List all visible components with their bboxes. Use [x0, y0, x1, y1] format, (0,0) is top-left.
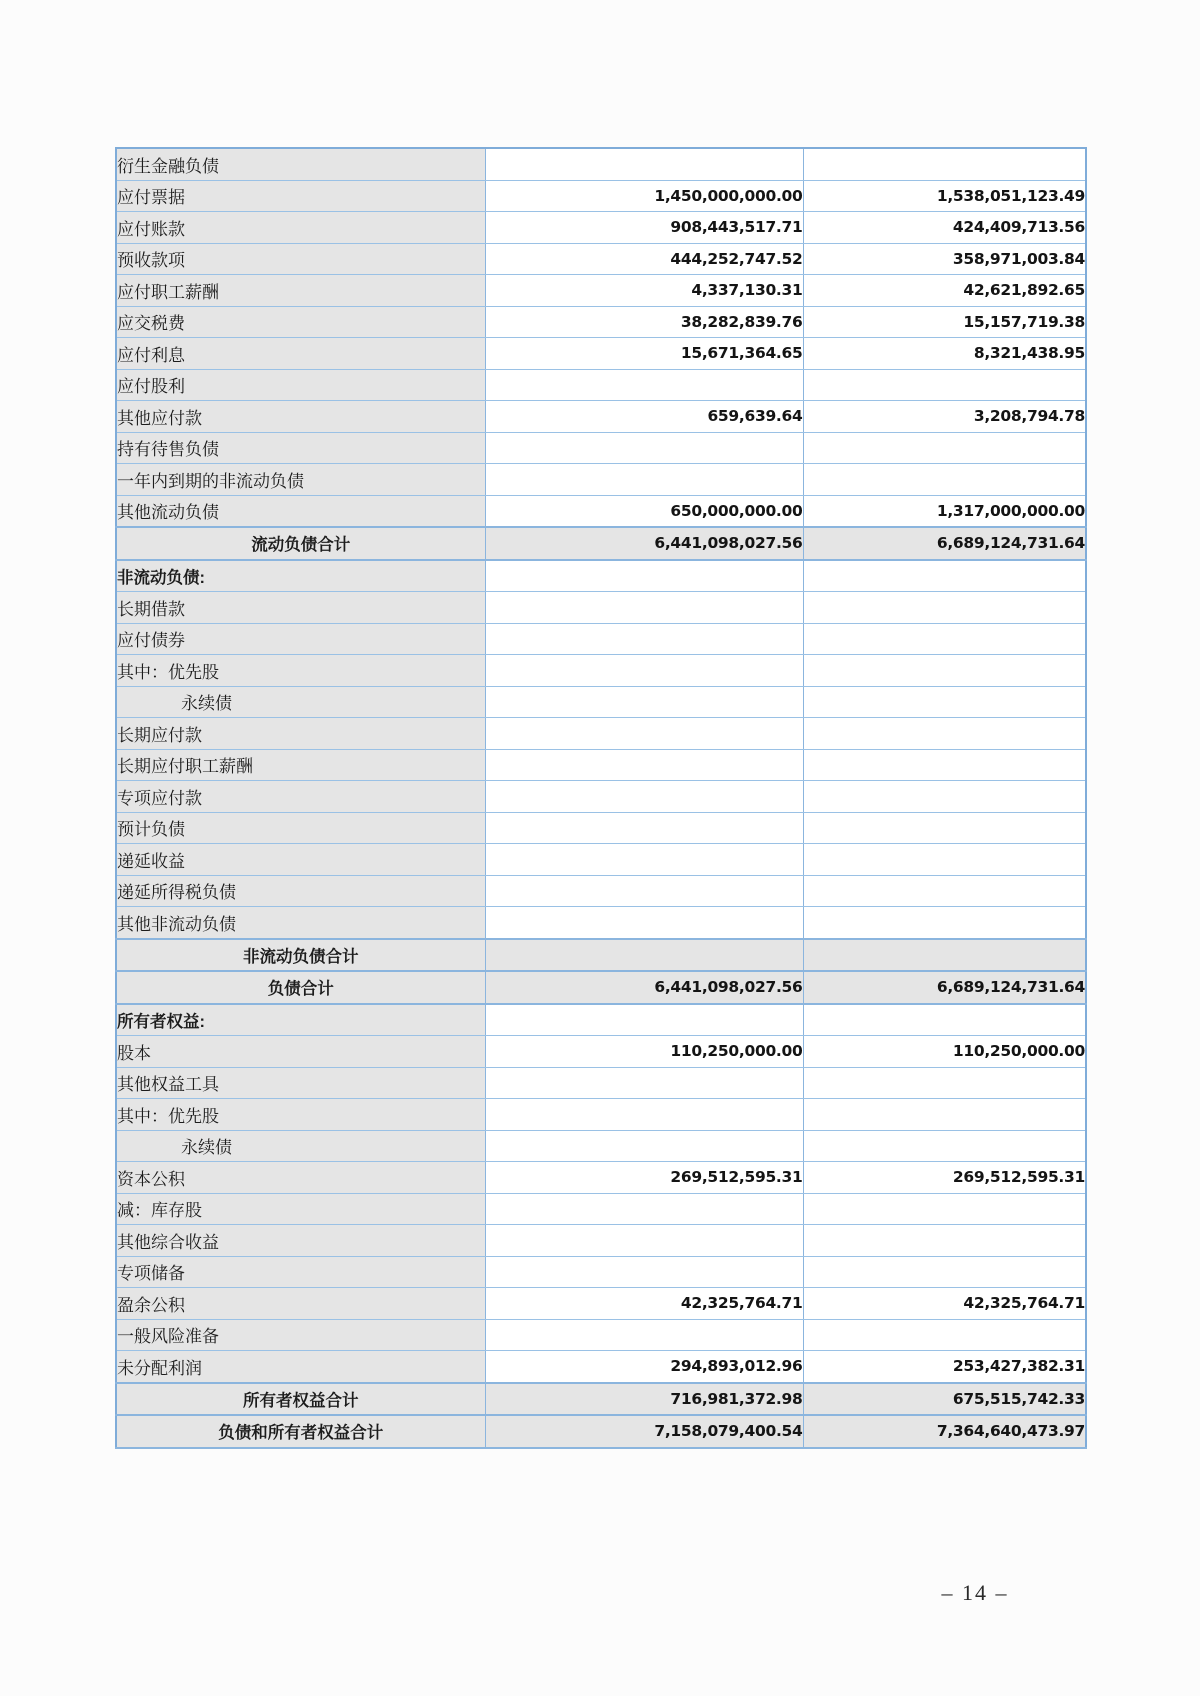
table-row	[116, 401, 1086, 433]
amount-value-2	[803, 686, 1086, 718]
row-label: 一般风险准备	[116, 1319, 485, 1351]
row-label: 所有者权益合计	[116, 1383, 485, 1416]
amount-value-2	[803, 844, 1086, 876]
table-row	[116, 939, 1086, 972]
row-label: 应付利息	[116, 338, 485, 370]
row-label: 其中：优先股	[116, 1099, 485, 1131]
amount-value-2	[803, 749, 1086, 781]
amount-value-2: 42,325,764.71	[803, 1288, 1086, 1320]
amount-value-2: 1,538,051,123.49	[803, 180, 1086, 212]
amount-value-1: 15,671,364.65	[485, 338, 803, 370]
amount-value-1	[485, 369, 803, 401]
row-label: 持有待售负债	[116, 432, 485, 464]
amount-value-1	[485, 1099, 803, 1131]
row-label: 应付账款	[116, 212, 485, 244]
table-row	[116, 180, 1086, 212]
table-row	[116, 527, 1086, 560]
amount-value-2	[803, 623, 1086, 655]
amount-value-2: 424,409,713.56	[803, 212, 1086, 244]
amount-value-1	[485, 907, 803, 939]
table-row	[116, 1004, 1086, 1036]
amount-value-2: 7,364,640,473.97	[803, 1415, 1086, 1448]
amount-value-1	[485, 718, 803, 750]
table-row	[116, 1319, 1086, 1351]
balance-sheet-table	[115, 147, 1087, 1449]
row-label: 应付债券	[116, 623, 485, 655]
table-row	[116, 1225, 1086, 1257]
amount-value-2: 269,512,595.31	[803, 1162, 1086, 1194]
row-label: 其他流动负债	[116, 495, 485, 527]
row-label: 衍生金融负债	[116, 148, 485, 180]
row-label: 长期借款	[116, 592, 485, 624]
amount-value-1	[485, 686, 803, 718]
amount-value-1	[485, 1193, 803, 1225]
table-row	[116, 338, 1086, 370]
amount-value-2	[803, 875, 1086, 907]
row-label: 永续债	[116, 686, 485, 718]
row-label: 永续债	[116, 1130, 485, 1162]
amount-value-1	[485, 1225, 803, 1257]
amount-value-1: 650,000,000.00	[485, 495, 803, 527]
amount-value-2	[803, 655, 1086, 687]
amount-value-2	[803, 812, 1086, 844]
table-row	[116, 749, 1086, 781]
amount-value-1: 4,337,130.31	[485, 275, 803, 307]
table-row	[116, 844, 1086, 876]
amount-value-1: 7,158,079,400.54	[485, 1415, 803, 1448]
amount-value-2	[803, 1225, 1086, 1257]
amount-value-1: 659,639.64	[485, 401, 803, 433]
amount-value-2	[803, 369, 1086, 401]
amount-value-2: 358,971,003.84	[803, 243, 1086, 275]
amount-value-1: 42,325,764.71	[485, 1288, 803, 1320]
amount-value-1	[485, 432, 803, 464]
table-row	[116, 718, 1086, 750]
amount-value-2: 6,689,124,731.64	[803, 971, 1086, 1004]
table-row	[116, 1162, 1086, 1194]
table-row	[116, 1193, 1086, 1225]
row-label: 非流动负债合计	[116, 939, 485, 972]
amount-value-1	[485, 749, 803, 781]
row-label: 递延收益	[116, 844, 485, 876]
amount-value-1: 294,893,012.96	[485, 1351, 803, 1383]
amount-value-1: 908,443,517.71	[485, 212, 803, 244]
row-label: 递延所得税负债	[116, 875, 485, 907]
row-label: 一年内到期的非流动负债	[116, 464, 485, 496]
amount-value-2: 675,515,742.33	[803, 1383, 1086, 1416]
table-row	[116, 1351, 1086, 1383]
table-row	[116, 1067, 1086, 1099]
amount-value-1: 269,512,595.31	[485, 1162, 803, 1194]
table-row	[116, 243, 1086, 275]
table-row	[116, 1130, 1086, 1162]
amount-value-2	[803, 432, 1086, 464]
table-row	[116, 1036, 1086, 1068]
amount-value-1	[485, 1319, 803, 1351]
row-label: 其中：优先股	[116, 655, 485, 687]
table-row	[116, 1099, 1086, 1131]
amount-value-1: 716,981,372.98	[485, 1383, 803, 1416]
table-row	[116, 1288, 1086, 1320]
row-label: 预收款项	[116, 243, 485, 275]
amount-value-1	[485, 655, 803, 687]
row-label: 资本公积	[116, 1162, 485, 1194]
amount-value-2	[803, 1319, 1086, 1351]
amount-value-1	[485, 148, 803, 180]
amount-value-2	[803, 148, 1086, 180]
table-row	[116, 907, 1086, 939]
amount-value-1: 6,441,098,027.56	[485, 527, 803, 560]
amount-value-2: 42,621,892.65	[803, 275, 1086, 307]
row-label: 盈余公积	[116, 1288, 485, 1320]
amount-value-2	[803, 560, 1086, 592]
amount-value-1	[485, 844, 803, 876]
table-row	[116, 560, 1086, 592]
amount-value-2	[803, 1099, 1086, 1131]
amount-value-2: 8,321,438.95	[803, 338, 1086, 370]
row-label: 应付票据	[116, 180, 485, 212]
amount-value-1	[485, 781, 803, 813]
amount-value-1: 6,441,098,027.56	[485, 971, 803, 1004]
table-row	[116, 781, 1086, 813]
row-label: 专项储备	[116, 1256, 485, 1288]
table-row	[116, 212, 1086, 244]
row-label: 专项应付款	[116, 781, 485, 813]
amount-value-2: 3,208,794.78	[803, 401, 1086, 433]
amount-value-2	[803, 1256, 1086, 1288]
amount-value-2	[803, 1130, 1086, 1162]
amount-value-2: 253,427,382.31	[803, 1351, 1086, 1383]
row-label: 其他应付款	[116, 401, 485, 433]
row-label: 股本	[116, 1036, 485, 1068]
amount-value-2: 110,250,000.00	[803, 1036, 1086, 1068]
table-row	[116, 464, 1086, 496]
amount-value-2	[803, 1193, 1086, 1225]
table-row	[116, 592, 1086, 624]
amount-value-1: 444,252,747.52	[485, 243, 803, 275]
amount-value-1	[485, 1130, 803, 1162]
table-row	[116, 306, 1086, 338]
table-row	[116, 369, 1086, 401]
amount-value-2: 15,157,719.38	[803, 306, 1086, 338]
row-label: 长期应付款	[116, 718, 485, 750]
row-label: 其他非流动负债	[116, 907, 485, 939]
amount-value-2	[803, 592, 1086, 624]
table-row	[116, 148, 1086, 180]
table-row	[116, 971, 1086, 1004]
amount-value-2	[803, 1004, 1086, 1036]
table-row	[116, 875, 1086, 907]
row-label: 预计负债	[116, 812, 485, 844]
row-label: 未分配利润	[116, 1351, 485, 1383]
table-row	[116, 1415, 1086, 1448]
amount-value-2: 6,689,124,731.64	[803, 527, 1086, 560]
amount-value-1	[485, 623, 803, 655]
table-row	[116, 812, 1086, 844]
amount-value-2	[803, 781, 1086, 813]
amount-value-1	[485, 1256, 803, 1288]
amount-value-2: 1,317,000,000.00	[803, 495, 1086, 527]
table-row	[116, 432, 1086, 464]
amount-value-1: 1,450,000,000.00	[485, 180, 803, 212]
amount-value-1: 38,282,839.76	[485, 306, 803, 338]
row-label: 负债合计	[116, 971, 485, 1004]
amount-value-1	[485, 464, 803, 496]
amount-value-1	[485, 592, 803, 624]
row-label: 非流动负债:	[116, 560, 485, 592]
amount-value-2	[803, 1067, 1086, 1099]
amount-value-1	[485, 1004, 803, 1036]
row-label: 应付股利	[116, 369, 485, 401]
row-label: 流动负债合计	[116, 527, 485, 560]
amount-value-2	[803, 939, 1086, 972]
amount-value-1	[485, 1067, 803, 1099]
amount-value-1	[485, 875, 803, 907]
table-row	[116, 623, 1086, 655]
amount-value-1	[485, 812, 803, 844]
amount-value-1: 110,250,000.00	[485, 1036, 803, 1068]
table-row	[116, 495, 1086, 527]
amount-value-2	[803, 718, 1086, 750]
table-row	[116, 275, 1086, 307]
amount-value-1	[485, 939, 803, 972]
table-row	[116, 1383, 1086, 1416]
amount-value-2	[803, 464, 1086, 496]
page-number: – 14 –	[941, 1580, 1009, 1605]
row-label: 其他综合收益	[116, 1225, 485, 1257]
amount-value-2	[803, 907, 1086, 939]
row-label: 应交税费	[116, 306, 485, 338]
table-row	[116, 655, 1086, 687]
row-label: 其他权益工具	[116, 1067, 485, 1099]
table-row	[116, 686, 1086, 718]
amount-value-1	[485, 560, 803, 592]
table-row	[116, 1256, 1086, 1288]
row-label: 应付职工薪酬	[116, 275, 485, 307]
row-label: 减：库存股	[116, 1193, 485, 1225]
row-label: 长期应付职工薪酬	[116, 749, 485, 781]
row-label: 负债和所有者权益合计	[116, 1415, 485, 1448]
row-label: 所有者权益:	[116, 1004, 485, 1036]
